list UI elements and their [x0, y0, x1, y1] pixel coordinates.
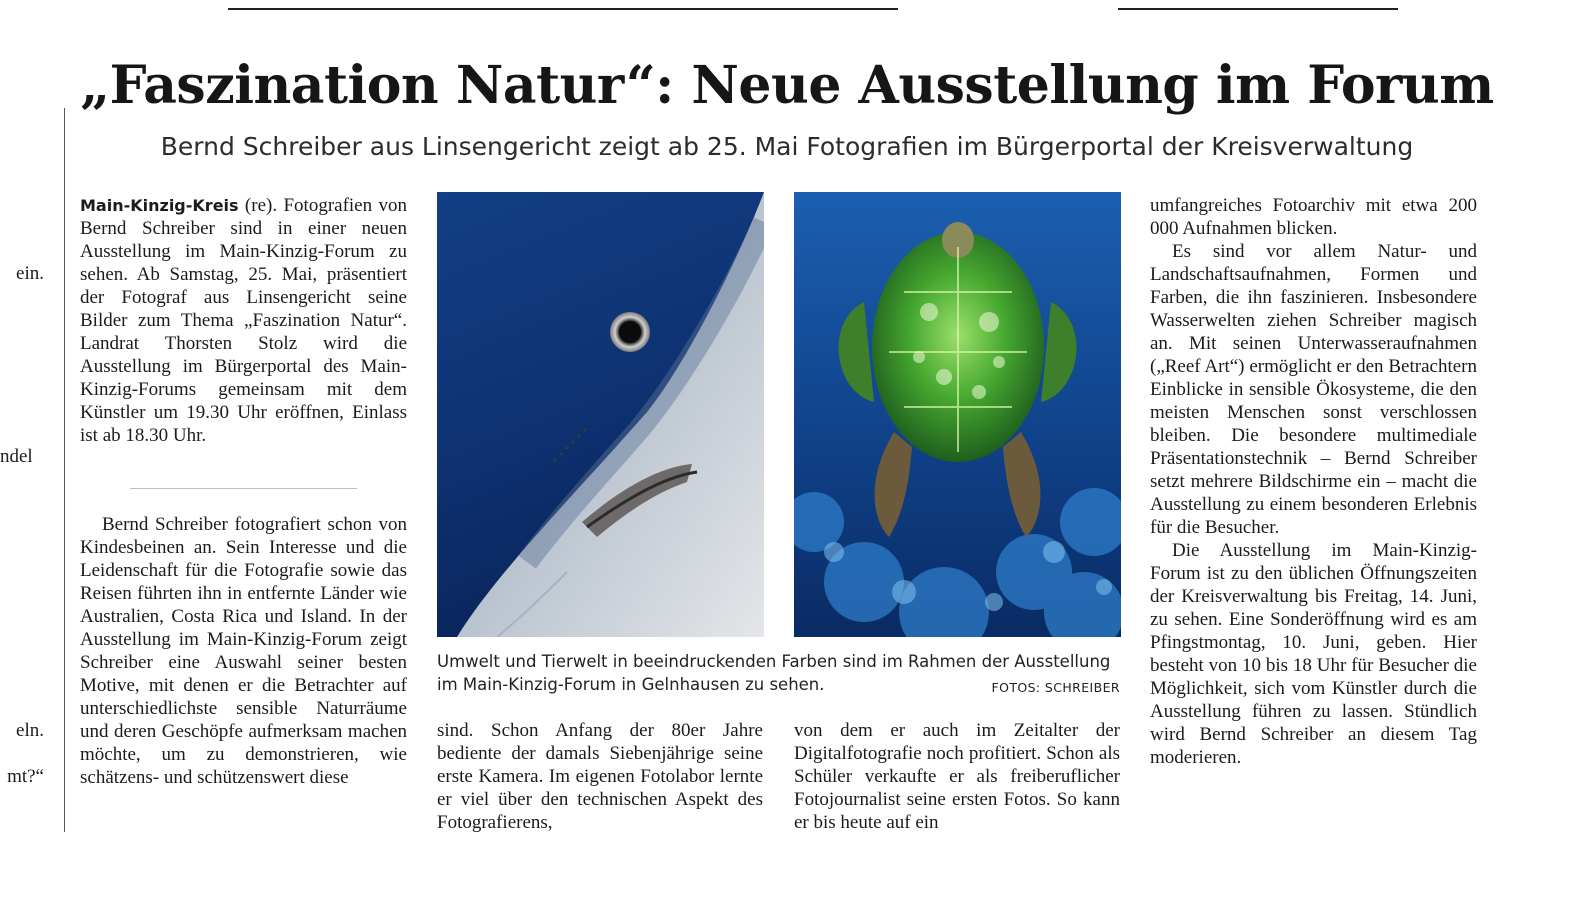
article-column-4 — [1150, 194, 1477, 769]
top-rule-left — [228, 8, 898, 10]
lead-text: (re). Fotografien von Bernd Schreiber sind in einer neuen Ausstellung im Main-Kinzig-Forum zu sehen. Ab Samstag, 25. Mai, präsentiert der Fotograf aus Linsengericht seine Bilder zum Thema „Faszination Natur“. Landrat Thorsten Stolz wird die Ausstellung im Bürgerportal des Main-Kinzig-Forums gemeinsam mit dem Künstler um 19.30 Uhr eröffnen, Einlass ist ab 18.30 Uhr. — [80, 195, 407, 446]
article-column-2 — [437, 719, 763, 834]
shark-photo — [437, 192, 764, 637]
lead-paragraph — [80, 194, 407, 447]
turtle-photo — [794, 192, 1121, 637]
body-paragraph: umfangreiches Fotoarchiv mit etwa 200 000 Aufnahmen blicken. — [1150, 195, 1477, 239]
body-paragraph: Die Ausstellung im Main-Kinzig-Forum ist zu den üblichen Öffnungszeiten der Kreisverwaltung bis Freitag, 14. Juni, zu sehen. Eine Sonderöffnung wird es am Pfingstmontag, 10. Juni, geben. Hier besteht von 10 bis 18 Uhr für Besucher die Möglichkeit, sich vom Künstler durch die Ausstellung führen zu lassen. Stündlich wird Bernd Schreiber an diesem Tag moderieren. — [1150, 540, 1477, 768]
subheadline: Bernd Schreiber aus Linsengericht zeigt ab 25. Mai Fotografien im Bürgerportal der Kreisverwaltung — [160, 132, 1414, 161]
margin-fragment: mt?“ — [7, 766, 44, 787]
margin-fragment: ein. — [16, 263, 44, 284]
caption-text: Umwelt und Tierwelt in beeindruckenden Farben sind im Rahmen der Ausstellung im Main-Kinzig-Forum in Gelnhausen zu sehen. — [437, 652, 1111, 694]
margin-fragment: ndel — [0, 446, 33, 467]
article-column-1 — [80, 194, 407, 447]
body-paragraph: Es sind vor allem Natur- und Landschaftsaufnahmen, Formen und Farben, die ihn faszinieren. Insbesondere Wasserwelten ziehen Schreiber magisch an. Mit seinen Unterwasseraufnahmen („Reef Art“) ermöglicht er den Betrachtern Einblicke in sensible Ökosysteme, die den meisten Menschen sonst verschlossen bleiben. Die besondere multimediale Präsentationstechnik – Bernd Schreiber setzt mehrere Bildschirme ein – macht die Ausstellung zu einem besonderen Erlebnis für die Besucher. — [1150, 241, 1477, 538]
photo-caption — [437, 650, 1120, 699]
body-paragraph: von dem er auch im Zeitalter der Digitalfotografie noch profitiert. Schon als Schüler verkaufte er als freiberuflicher Fotojournalist seine ersten Fotos. So kann er bis heute auf ein — [794, 720, 1120, 833]
paragraph-separator — [130, 488, 357, 489]
headline: „Faszination Natur“: Neue Ausstellung im Forum — [80, 55, 1494, 116]
dateline: Main-Kinzig-Kreis — [80, 196, 239, 215]
margin-fragment: eln. — [16, 720, 44, 741]
body-paragraph: Bernd Schreiber fotografiert schon von Kindesbeinen an. Sein Interesse und die Leidenschaft für die Fotografie sowie das Reisen führten ihn in entfernte Länder wie Australien, Costa Rica und Island. In der Ausstellung im Main-Kinzig-Forum zeigt Schreiber eine Auswahl seiner besten Motive, mit denen er die Betrachter auf unterschiedlichste sensible Naturräume und deren Geschöpfe aufmerksam machen möchte, um zu demonstrieren, wie schätzens- und schützenswert diese — [80, 514, 407, 788]
body-paragraph: sind. Schon Anfang der 80er Jahre bediente der damals Siebenjährige seine erste Kamera. Im eigenen Fotolabor lernte er viel über den technischen Aspekt des Fotografierens, — [437, 720, 763, 833]
article-column-3 — [794, 719, 1120, 834]
column-divider — [64, 108, 65, 832]
photo-credit: FOTOS: SCHREIBER — [991, 680, 1120, 695]
article-column-1-continued — [80, 513, 407, 789]
top-rule-right — [1118, 8, 1398, 10]
